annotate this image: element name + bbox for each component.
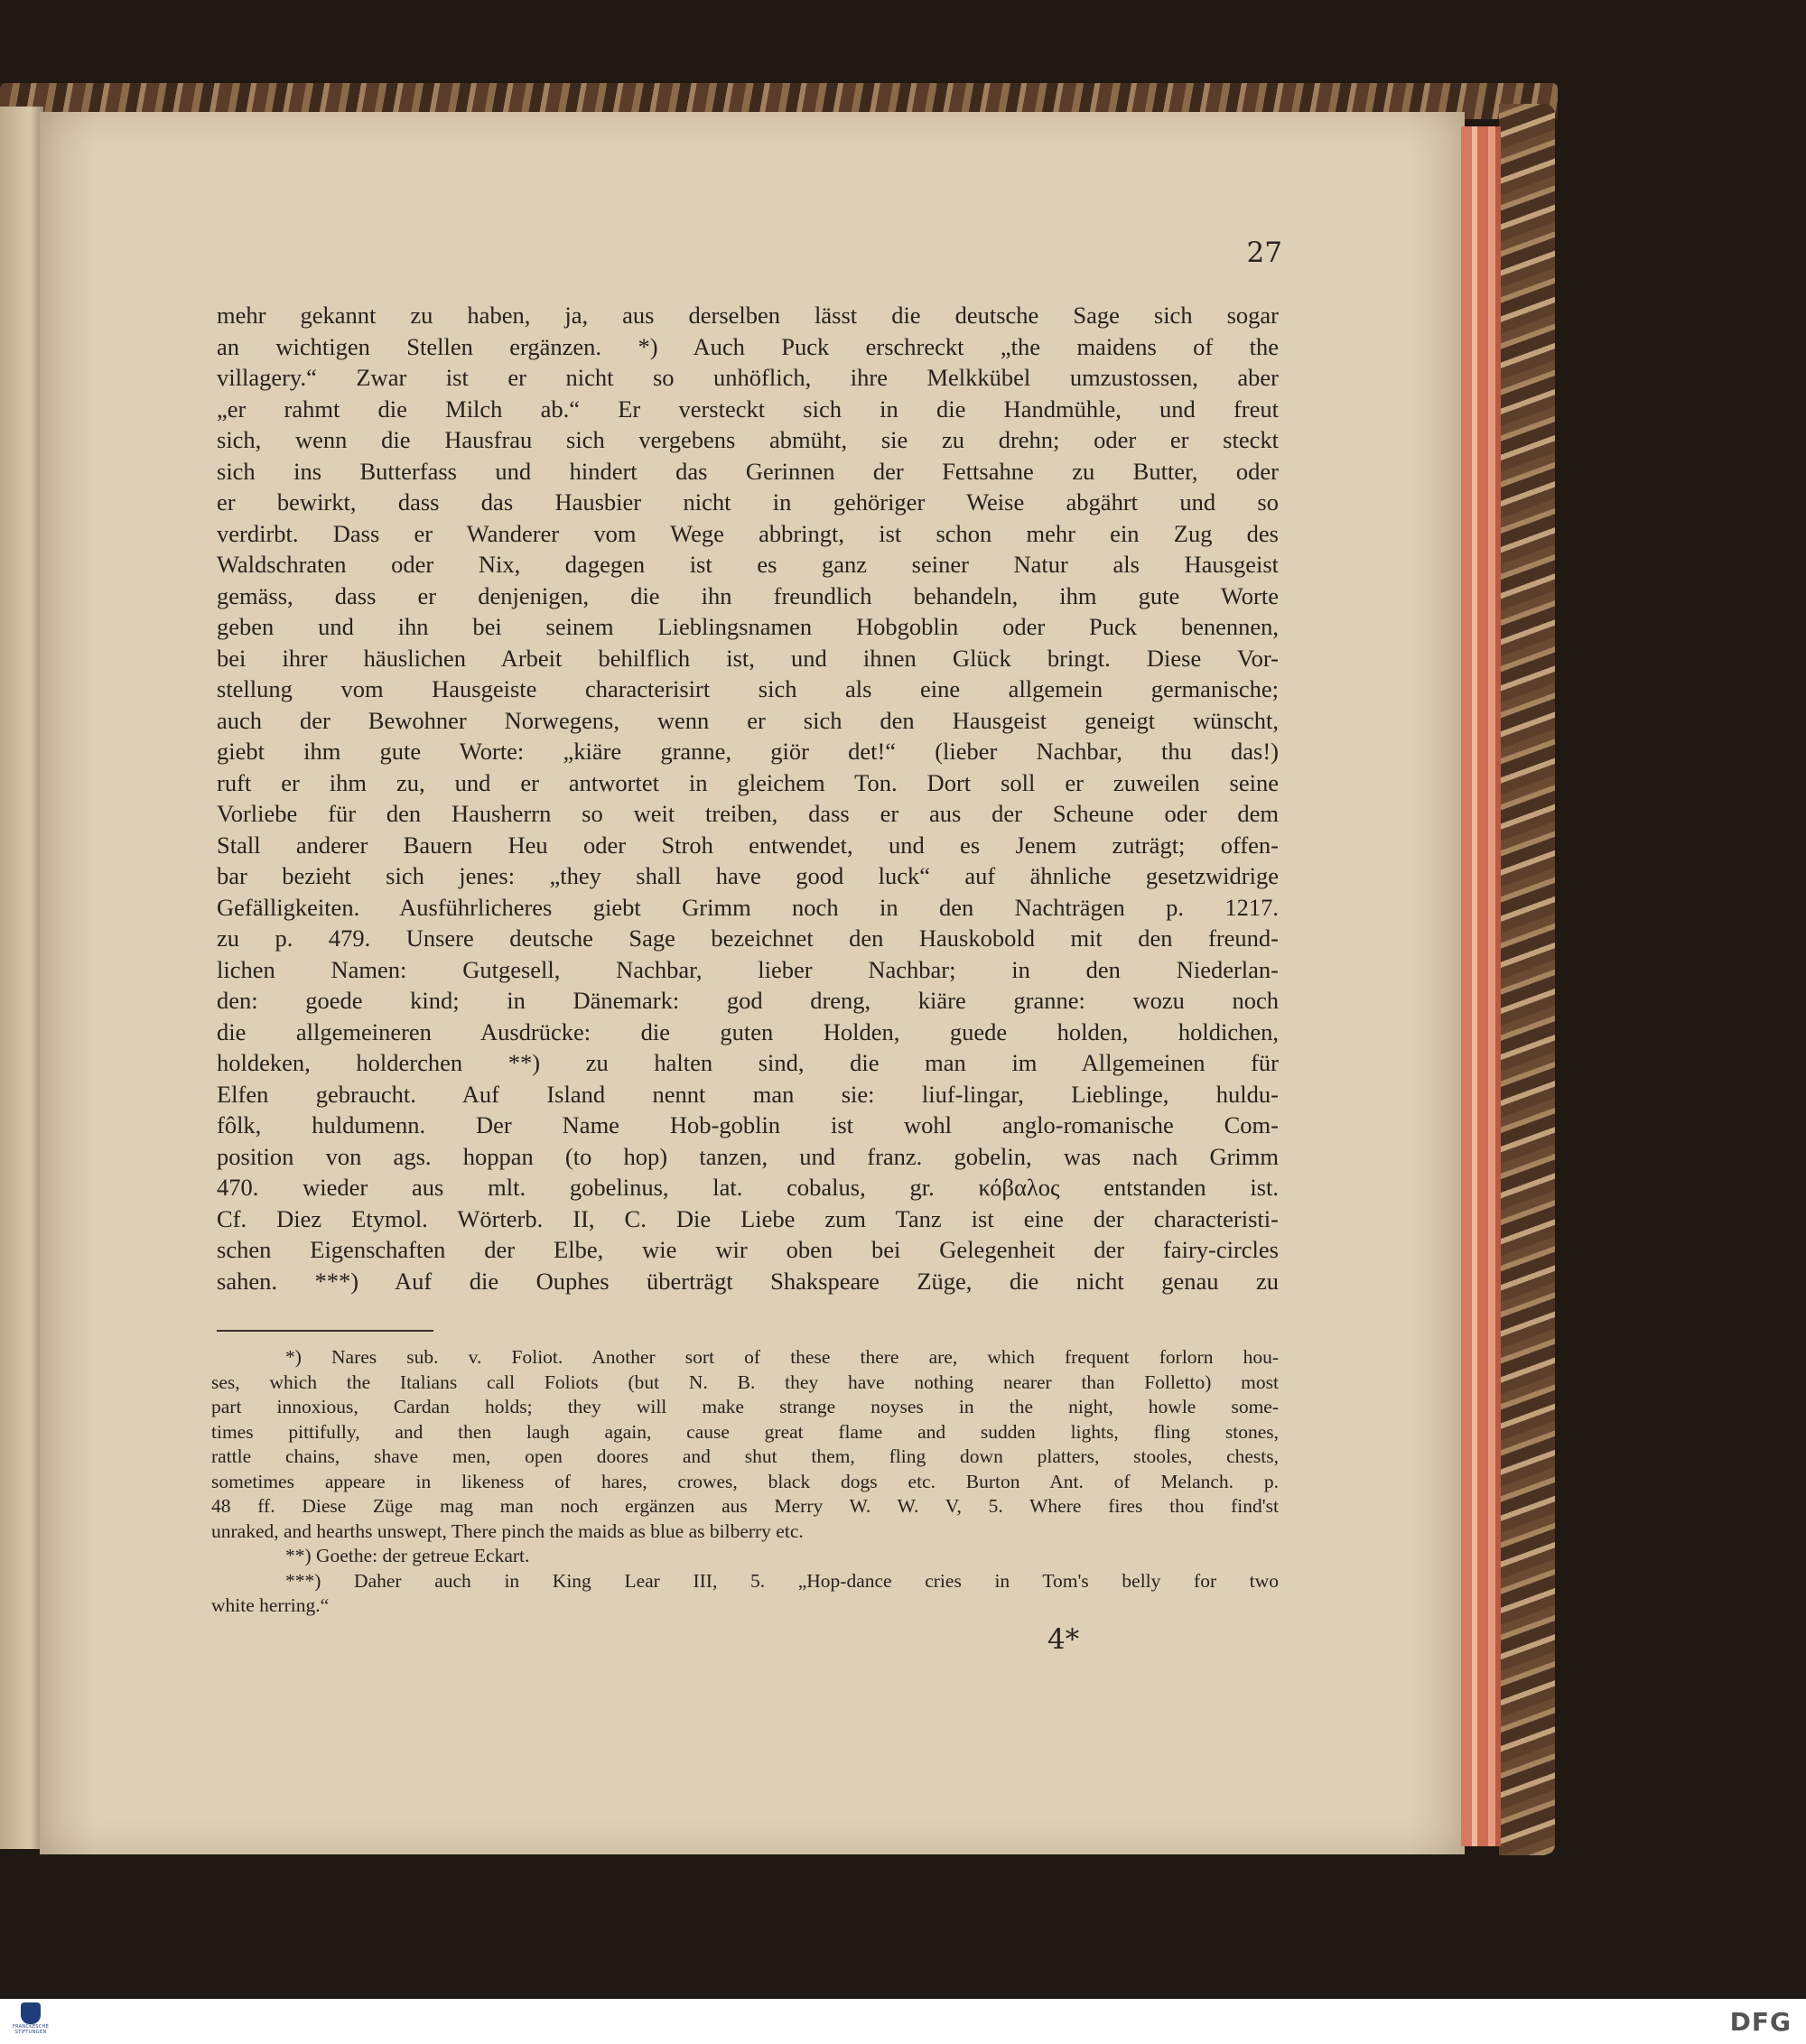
signature-mark: 4* [1047, 1623, 1080, 1656]
body-line: geben und ihn bei seinem Lieblingsnamen Hobgoblin oder Puck benennen, [217, 613, 1279, 640]
footnote-line: times pittifully, and then laugh again, cause great flame and sudden lights, fling stones, [211, 1420, 1279, 1443]
body-line: sich ins Butterfass und hindert das Gerinnen der Fettsahne zu Butter, oder [217, 457, 1279, 485]
body-line: 470. wieder aus mlt. gobelinus, lat. cobalus, gr. κόβαλος entstanden ist. [217, 1174, 1279, 1201]
body-line: „er rahmt die Milch ab.“ Er versteckt sich in die Handmühle, und freut [217, 395, 1279, 423]
body-line: sahen. ***) Auf die Ouphes überträgt Shakspeare Züge, die nicht genau zu [217, 1267, 1279, 1295]
body-line: mehr gekannt zu haben, ja, aus derselben lässt die deutsche Sage sich sogar [217, 302, 1279, 329]
body-line: holdeken, holderchen **) zu halten sind, die man im Allgemeinen für [217, 1049, 1279, 1076]
page-edge-red [1495, 126, 1501, 1846]
body-line: schen Eigenschaften der Elbe, wie wir oben bei Gelegenheit der fairy-circles [217, 1236, 1279, 1263]
body-line: Vorliebe für den Hausherrn so weit treiben, dass er aus der Scheune oder dem [217, 800, 1279, 827]
franckesche-stiftungen-logo [11, 2002, 51, 2040]
body-line: villagery.“ Zwar ist er nicht so unhöflich, ihre Melkkübel umzustossen, aber [217, 364, 1279, 391]
body-line: sich, wenn die Hausfrau sich vergebens abmüht, sie zu drehn; oder er steckt [217, 426, 1279, 453]
logo-caption: FRANCKESCHE STIFTUNGEN [12, 2024, 50, 2035]
footnote-rule [217, 1330, 433, 1332]
body-line: er bewirkt, dass das Hausbier nicht in gehöriger Weise abgährt und so [217, 488, 1279, 516]
footnote-line: rattle chains, shave men, open doores and shut them, fling down platters, stooles, chests, [211, 1445, 1279, 1467]
institution-logo-icon [21, 2002, 41, 2024]
page-edge-red [1488, 126, 1495, 1846]
footnote-line: sometimes appeare in likeness of hares, crowes, black dogs etc. Burton Ant. of Melanch. p. [211, 1470, 1279, 1492]
body-line: position von ags. hoppan (to hop) tanzen, und franz. gobelin, was nach Grimm [217, 1142, 1279, 1170]
body-line: die allgemeineren Ausdrücke: die guten Holden, guede holden, holdichen, [217, 1017, 1279, 1045]
footnote-line: white herring.“ [211, 1594, 330, 1616]
body-line: Waldschraten oder Nix, dagegen ist es ganz seiner Natur als Hausgeist [217, 551, 1279, 578]
page-edge-red [1461, 126, 1472, 1846]
body-line: verdirbt. Dass er Wanderer vom Wege abbringt, ist schon mehr ein Zug des [217, 519, 1279, 547]
footnote-line: **) Goethe: der getreue Eckart. [285, 1545, 530, 1566]
body-line: gemäss, dass er denjenigen, die ihn freundlich behandeln, ihm gute Worte [217, 581, 1279, 609]
footnote-line: 48 ff. Diese Züge mag man noch ergänzen aus Merry W. W. V, 5. Where fires thou find'st [211, 1495, 1279, 1517]
body-line: Elfen gebraucht. Auf Island nennt man sie: liuf-lingar, Lieblinge, huldu- [217, 1080, 1279, 1108]
footnote-line: *) Nares sub. v. Foliot. Another sort of these there are, which frequent forlorn hou- [285, 1346, 1279, 1368]
footnotes [211, 1345, 1279, 1619]
marbled-cover-edge [1499, 104, 1555, 1855]
viewer-footer-bar [0, 1999, 1806, 2044]
body-line: lichen Namen: Gutgesell, Nachbar, lieber Nachbar; in den Niederlan- [217, 955, 1279, 983]
body-line: fôlk, huldumenn. Der Name Hob-goblin ist wohl anglo-romanische Com- [217, 1111, 1279, 1138]
left-page-edge [0, 107, 43, 1849]
page-edge-red [1477, 126, 1488, 1846]
body-text [217, 300, 1279, 1296]
body-line: Gefälligkeiten. Ausführlicheres giebt Grimm noch in den Nachträgen p. 1217. [217, 893, 1279, 921]
body-line: stellung vom Hausgeiste characterisirt sich als eine allgemein germanische; [217, 675, 1279, 702]
body-line: ruft er ihm zu, und er antwortet in gleichem Ton. Dort soll er zuweilen seine [217, 768, 1279, 796]
footnote-line: ses, which the Italians call Foliots (but N. B. they have nothing nearer than Folletto) most [211, 1370, 1279, 1393]
dfg-logo: DFG [1729, 2007, 1792, 2037]
body-line: zu p. 479. Unsere deutsche Sage bezeichnet den Hauskobold mit den freund- [217, 924, 1279, 952]
body-line: bei ihrer häuslichen Arbeit behilflich ist, und ihnen Glück bringt. Diese Vor- [217, 644, 1279, 672]
body-line: an wichtigen Stellen ergänzen. *) Auch Puck erschreckt „the maidens of the [217, 332, 1279, 360]
body-line: den: goede kind; in Dänemark: god dreng, kiäre granne: wozu noch [217, 987, 1279, 1014]
body-line: auch der Bewohner Norwegens, wenn er sich den Hausgeist geneigt wünscht, [217, 706, 1279, 734]
body-line: giebt ihm gute Worte: „kiäre granne, giör det!“ (lieber Nachbar, thu das!) [217, 738, 1279, 765]
footnote-line: unraked, and hearths unswept, There pinch the maids as blue as bilberry etc. [211, 1519, 804, 1542]
body-line: bar bezieht sich jenes: „they shall have good luck“ auf ähnliche gesetzwidrige [217, 862, 1279, 889]
body-line: Stall anderer Bauern Heu oder Stroh entwendet, und es Jenem zuträgt; offen- [217, 831, 1279, 859]
footnote-line: part innoxious, Cardan holds; they will make strange noyses in the night, howle some- [211, 1396, 1279, 1417]
footnote-line: ***) Daher auch in King Lear III, 5. „Hop-dance cries in Tom's belly for two [285, 1569, 1279, 1592]
page-number: 27 [1246, 237, 1282, 269]
body-line: Cf. Diez Etymol. Wörterb. II, C. Die Liebe zum Tanz ist eine der characteristi- [217, 1204, 1279, 1232]
